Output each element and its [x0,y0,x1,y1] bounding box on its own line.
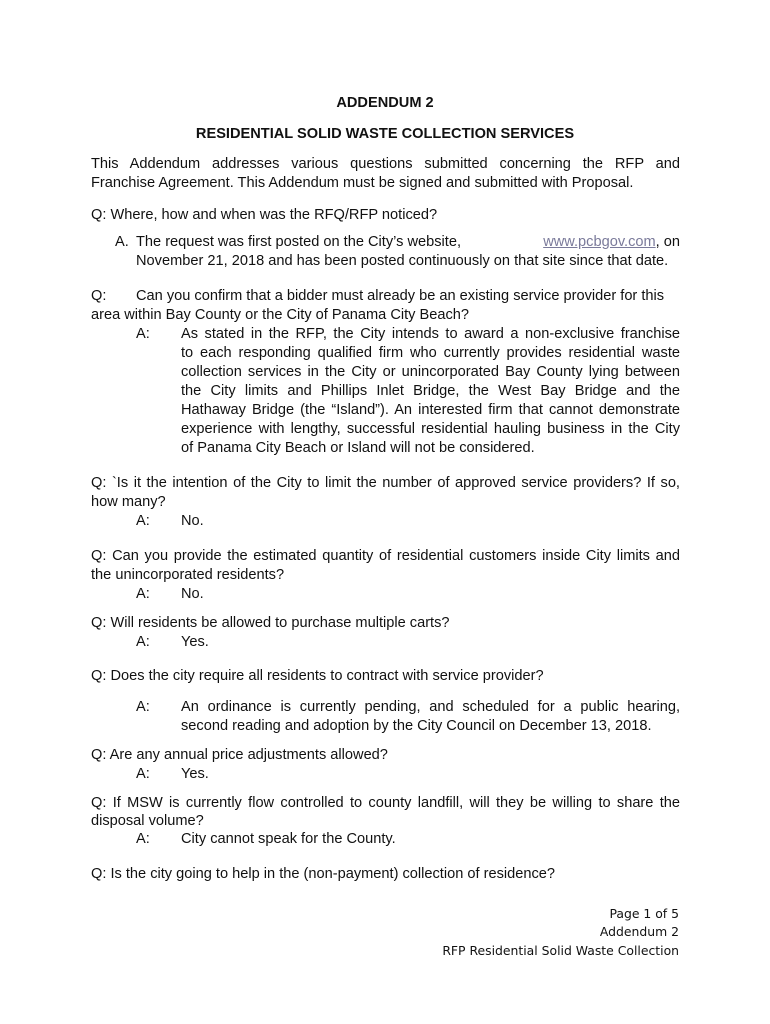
answer-1-line-1 [136,233,680,252]
answer-2-line-2: to each responding qualified firm who currently provides residential waste [181,345,680,361]
footer-document-title: RFP Residential Solid Waste Collection [442,943,679,958]
page-subtitle: RESIDENTIAL SOLID WASTE COLLECTION SERVICES [195,126,575,142]
pcbgov-link[interactable]: www.pcbgov.com [543,234,656,250]
answer-2-line-4: the City limits and Phillips Inlet Bridge, the West Bay Bridge and the [181,383,680,399]
answer-1-label: A. [115,234,129,250]
footer-page-number: Page 1 of 5 [609,906,679,921]
answer-2-line-5: Hathaway Bridge (the “Island”). An interested firm that cannot demonstrate [181,402,680,418]
answer-3-text: No. [181,513,204,529]
answer-4-label: A: [136,586,150,602]
question-6-line-1: Q: Does the city require all residents to contract with service provider? [91,668,544,684]
question-8-line-1: Q: If MSW is currently flow controlled to county landfill, will they be willing to share the [91,795,680,811]
answer-6-label: A: [136,699,150,715]
answer-2-line-6: experience with lengthy, successful residential hauling business in the City [181,421,680,437]
answer-1-line-2: November 21, 2018 and has been posted continuously on that site since that date. [136,253,669,269]
answer-7-label: A: [136,766,150,782]
answer-6-line-2: second reading and adoption by the City Council on December 13, 2018. [181,718,652,734]
question-8-line-2: disposal volume? [91,813,204,829]
question-2-line-1: Can you confirm that a bidder must already be an existing service provider for this [136,288,665,304]
answer-8-label: A: [136,831,150,847]
question-3-line-2: how many? [91,494,166,510]
answer-6-line-1: An ordinance is currently pending, and scheduled for a public hearing, [181,699,680,715]
answer-2-line-1: As stated in the RFP, the City intends to award a non-exclusive franchise [181,326,680,342]
question-7-line-1: Q: Are any annual price adjustments allowed? [91,747,388,763]
answer-8-text: City cannot speak for the County. [181,831,396,847]
answer-3-label: A: [136,513,150,529]
question-1: Q: Where, how and when was the RFQ/RFP noticed? [91,207,438,223]
page-title: ADDENDUM 2 [336,95,434,111]
answer-1-tail: , on [655,234,680,250]
question-9-line-1: Q: Is the city going to help in the (non-payment) collection of residence? [91,866,556,882]
intro-line-1: This Addendum addresses various questions submitted concerning the RFP and [91,156,680,172]
footer-addendum: Addendum 2 [599,924,679,939]
answer-5-label: A: [136,634,150,650]
answer-2-line-3: collection services in the City or unincorporated Bay County lying between [181,364,680,380]
answer-2-line-7: of Panama City Beach or Island will not be considered. [181,440,535,456]
answer-4-text: No. [181,586,204,602]
question-3-line-1: Q: `Is it the intention of the City to limit the number of approved service providers? If so, [91,475,680,491]
answer-2-label: A: [136,326,150,342]
question-4-line-2: the unincorporated residents? [91,567,285,583]
question-4-line-1: Q: Can you provide the estimated quantity of residential customers inside City limits and [91,548,680,564]
answer-5-text: Yes. [181,634,209,650]
answer-7-text: Yes. [181,766,209,782]
question-2-line-2: area within Bay County or the City of Panama City Beach? [91,307,470,323]
question-2-label: Q: [91,288,107,304]
intro-line-2: Franchise Agreement. This Addendum must be signed and submitted with Proposal. [91,175,634,191]
question-5-line-1: Q: Will residents be allowed to purchase multiple carts? [91,615,450,631]
answer-1-link-wrap [543,233,680,252]
answer-1-text: The request was first posted on the City’s website, [136,234,462,250]
